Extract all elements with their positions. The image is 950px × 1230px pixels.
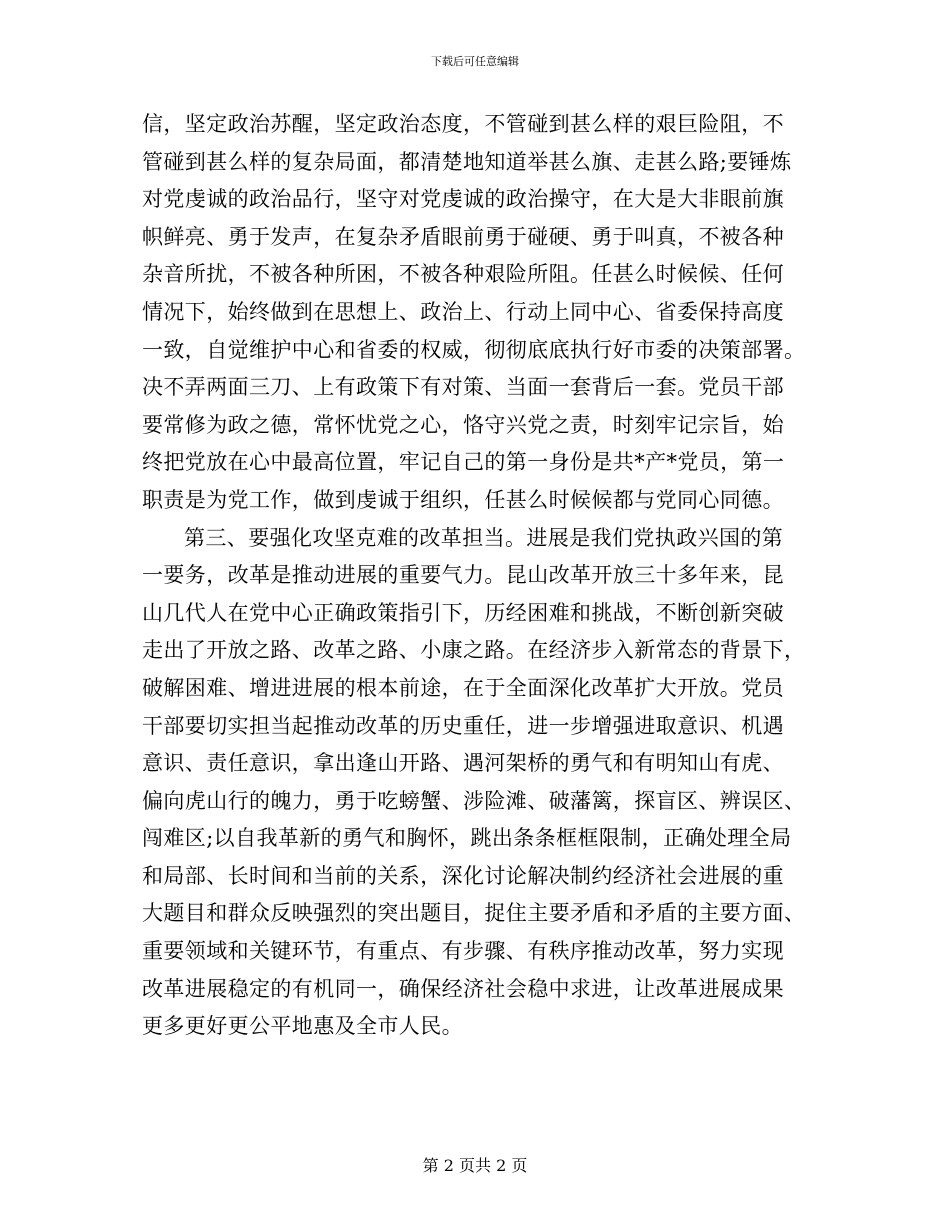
body-line: 破解困难、增进进展的根本前途，在于全面深化改革扩大开放。党员	[142, 675, 784, 700]
body-line: 终把党放在心中最高位置，牢记自己的第一身份是共*产*党员，第一	[142, 450, 785, 475]
body-line: 一致，自觉维护中心和省委的权威，彻彻底底执行好市委的决策部署。	[142, 337, 806, 362]
document-body	[142, 106, 807, 1046]
body-line: 闯难区;以自我革新的勇气和胸怀，跳出条条框框限制，正确处理全局	[142, 826, 792, 851]
body-line: 要常修为政之德，常怀忧党之心，恪守兴党之责，时刻牢记宗旨，始	[142, 412, 784, 437]
body-line: 大题目和群众反映强烈的突出题目，捉住主要矛盾和矛盾的主要方面、	[142, 901, 806, 926]
page-header: 下载后可任意编辑	[431, 55, 519, 68]
body-line: 信，坚定政治苏醒，坚定政治态度，不管碰到甚么样的艰巨险阻，不	[142, 112, 784, 136]
body-line: 重要领域和关键环节，有重点、有步骤、有秩序推动改革，努力实现	[142, 939, 784, 964]
page-number-footer: 第 2 页共 2 页	[422, 1156, 528, 1175]
body-line: 走出了开放之路、改革之路、小康之路。在经济步入新常态的背景下，	[142, 638, 806, 663]
body-line: 情况下，始终做到在思想上、政治上、行动上同中心、省委保持高度	[142, 299, 784, 324]
body-line: 管碰到甚么样的复杂局面，都清楚地知道举甚么旗、走甚么路;要锤炼	[142, 149, 792, 174]
paragraph-start-line: 第三、要强化攻坚克难的改革担当。进展是我们党执政兴国的第	[184, 525, 784, 550]
body-line: 意识、责任意识，拿出逢山开路、遇河架桥的勇气和有明知山有虎、	[142, 751, 784, 776]
body-line: 和局部、长时间和当前的关系，深化讨论解决制约经济社会进展的重	[142, 863, 784, 888]
body-line: 山几代人在党中心正确政策指引下，历经困难和挑战，不断创新突破	[142, 600, 784, 625]
body-line: 职责是为党工作，做到虔诚于组织，任甚么时候候都与党同心同德。	[142, 487, 784, 512]
body-line: 干部要切实担当起推动改革的历史重任，进一步增强进取意识、机遇	[142, 713, 784, 738]
body-line: 决不弄两面三刀、上有政策下有对策、当面一套背后一套。党员干部	[142, 375, 784, 400]
body-line: 一要务，改革是推动进展的重要气力。昆山改革开放三十多年来，昆	[142, 563, 784, 588]
body-line: 更多更好更公平地惠及全市人民。	[142, 1014, 463, 1039]
body-line: 改革进展稳定的有机同一，确保经济社会稳中求进，让改革进展成果	[142, 976, 784, 1001]
body-line: 帜鲜亮、勇于发声，在复杂矛盾眼前勇于碰硬、勇于叫真，不被各种	[142, 224, 784, 249]
body-line: 杂音所扰，不被各种所困，不被各种艰险所阻。任甚么时候候、任何	[142, 262, 784, 287]
body-line: 对党虔诚的政治品行，坚守对党虔诚的政治操守，在大是大非眼前旗	[142, 187, 784, 212]
body-line: 偏向虎山行的魄力，勇于吃螃蟹、涉险滩、破藩篱，探盲区、辨误区、	[142, 788, 806, 813]
